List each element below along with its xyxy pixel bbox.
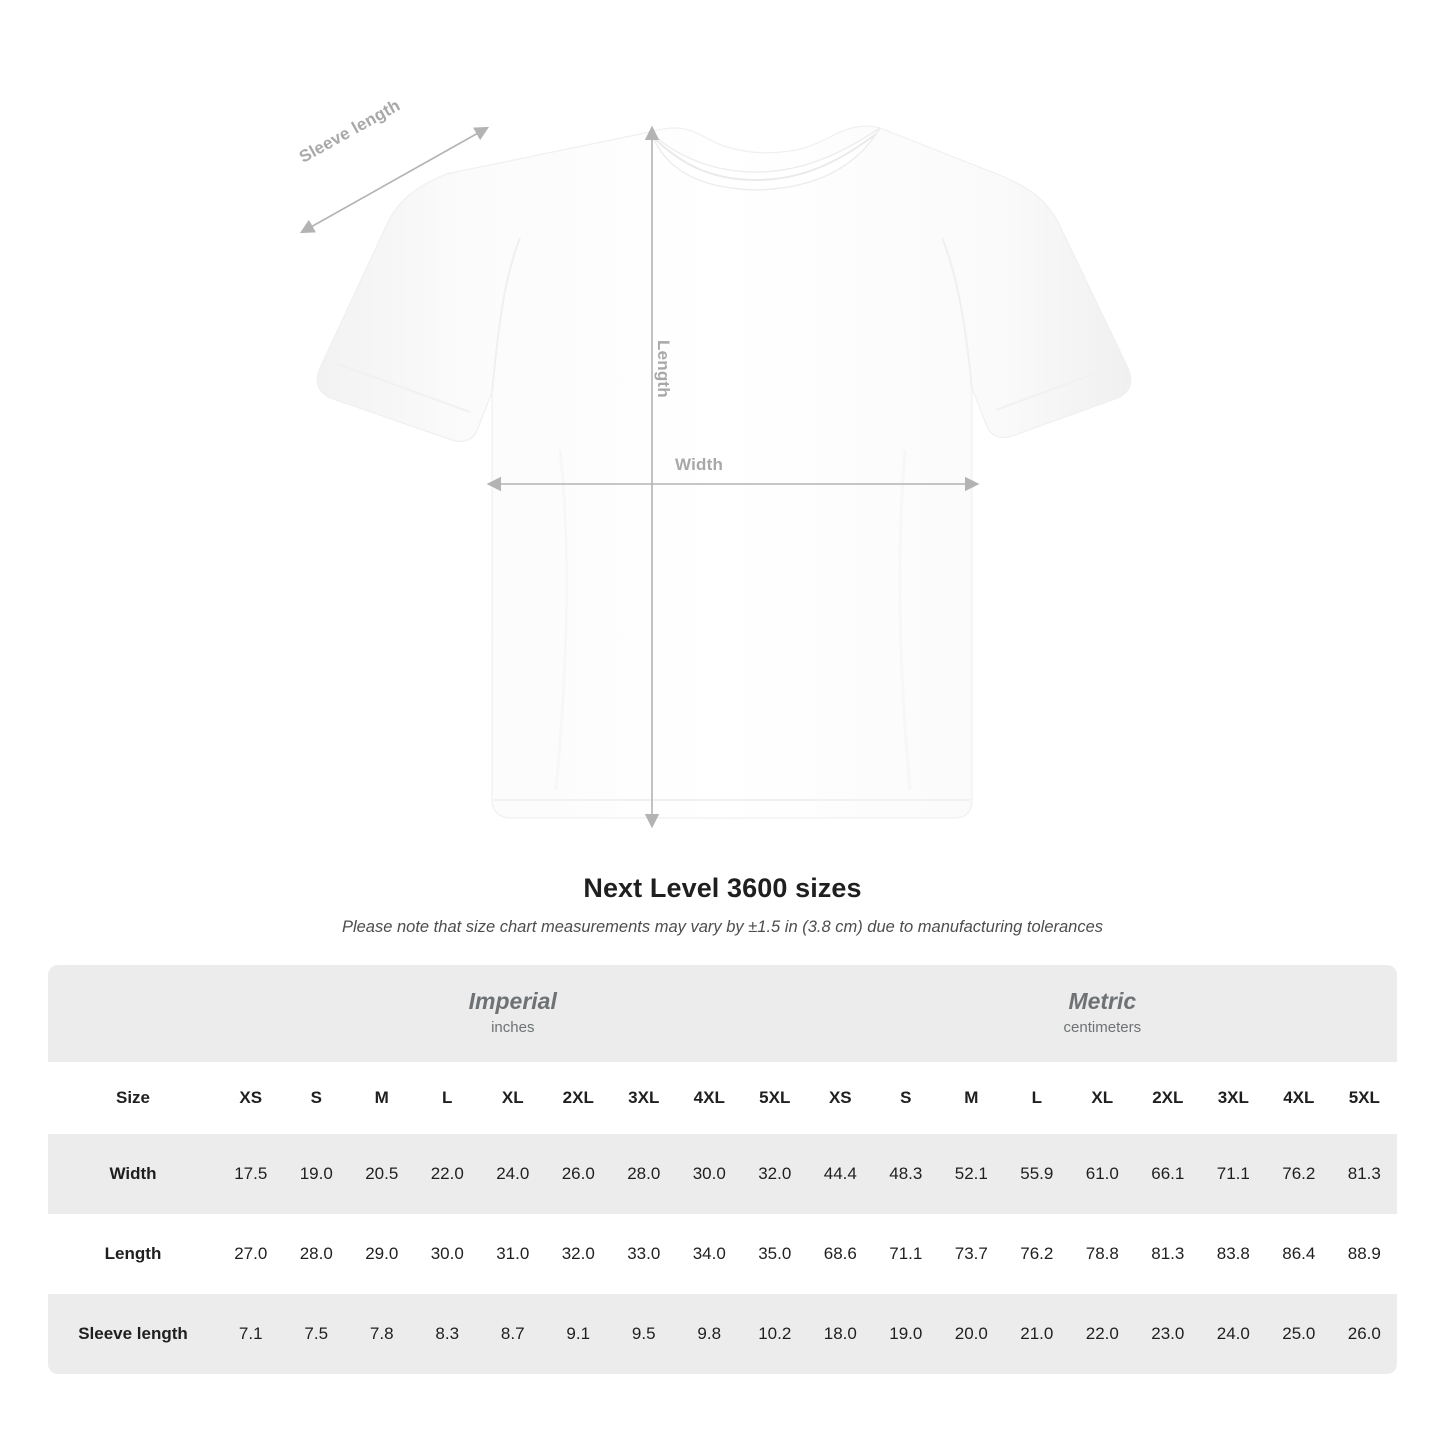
cell-length-imp-7: 34.0 (677, 1214, 743, 1294)
size-col-imp-5: 2XL (546, 1062, 612, 1134)
cell-sleeve-met-3: 21.0 (1004, 1294, 1070, 1374)
row-label-sleeve-length: Sleeve length (48, 1294, 218, 1374)
cell-sleeve-imp-1: 7.5 (284, 1294, 350, 1374)
table-row (48, 1134, 1397, 1214)
page-title: Next Level 3600 sizes (583, 873, 862, 903)
cell-width-imp-6: 28.0 (611, 1134, 677, 1214)
cell-length-imp-8: 35.0 (742, 1214, 808, 1294)
size-col-met-3: L (1004, 1062, 1070, 1134)
cell-width-imp-3: 22.0 (415, 1134, 481, 1214)
system-metric-unit: centimeters (1063, 1018, 1142, 1036)
system-imperial (218, 965, 808, 1062)
cell-width-imp-0: 17.5 (218, 1134, 284, 1214)
row-label-width: Width (48, 1134, 218, 1214)
cell-width-imp-7: 30.0 (677, 1134, 743, 1214)
table-row (48, 1294, 1397, 1374)
size-col-met-5: 2XL (1135, 1062, 1201, 1134)
size-col-met-8: 5XL (1332, 1062, 1398, 1134)
row-label-length: Length (48, 1214, 218, 1294)
cell-width-met-5: 66.1 (1135, 1134, 1201, 1214)
system-imperial-unit: inches (491, 1018, 535, 1036)
tolerance-note: Please note that size chart measurements may vary by ±1.5 in (3.8 cm) due to manufacturing tolerances (341, 918, 1104, 936)
size-col-imp-2: M (349, 1062, 415, 1134)
cell-width-imp-1: 19.0 (284, 1134, 350, 1214)
title-block (0, 873, 1445, 937)
size-header-row (48, 1062, 1397, 1134)
cell-length-met-1: 71.1 (873, 1214, 939, 1294)
cell-length-met-6: 83.8 (1201, 1214, 1267, 1294)
cell-sleeve-imp-4: 8.7 (480, 1294, 546, 1374)
cell-length-imp-2: 29.0 (349, 1214, 415, 1294)
size-table-wrap (48, 965, 1397, 1374)
size-header-label: Size (48, 1062, 218, 1134)
tshirt-shape (317, 126, 1131, 818)
cell-width-met-4: 61.0 (1070, 1134, 1136, 1214)
size-col-met-0: XS (808, 1062, 874, 1134)
cell-width-met-3: 55.9 (1004, 1134, 1070, 1214)
cell-sleeve-met-4: 22.0 (1070, 1294, 1136, 1374)
cell-width-met-0: 44.4 (808, 1134, 874, 1214)
cell-sleeve-imp-8: 10.2 (742, 1294, 808, 1374)
cell-width-met-1: 48.3 (873, 1134, 939, 1214)
size-col-imp-7: 4XL (677, 1062, 743, 1134)
cell-sleeve-imp-5: 9.1 (546, 1294, 612, 1374)
system-spacer (48, 965, 218, 1062)
cell-length-imp-0: 27.0 (218, 1214, 284, 1294)
cell-sleeve-imp-7: 9.8 (677, 1294, 743, 1374)
cell-sleeve-met-2: 20.0 (939, 1294, 1005, 1374)
cell-width-imp-8: 32.0 (742, 1134, 808, 1214)
cell-length-met-0: 68.6 (808, 1214, 874, 1294)
cell-sleeve-met-6: 24.0 (1201, 1294, 1267, 1374)
cell-length-imp-3: 30.0 (415, 1214, 481, 1294)
size-col-imp-4: XL (480, 1062, 546, 1134)
cell-sleeve-met-5: 23.0 (1135, 1294, 1201, 1374)
size-col-imp-1: S (284, 1062, 350, 1134)
cell-width-imp-5: 26.0 (546, 1134, 612, 1214)
size-col-imp-8: 5XL (742, 1062, 808, 1134)
cell-sleeve-imp-6: 9.5 (611, 1294, 677, 1374)
cell-sleeve-imp-0: 7.1 (218, 1294, 284, 1374)
system-imperial-name: Imperial (468, 988, 557, 1014)
cell-length-imp-6: 33.0 (611, 1214, 677, 1294)
cell-length-imp-1: 28.0 (284, 1214, 350, 1294)
cell-width-imp-4: 24.0 (480, 1134, 546, 1214)
cell-sleeve-met-8: 26.0 (1332, 1294, 1398, 1374)
cell-width-met-2: 52.1 (939, 1134, 1005, 1214)
cell-length-imp-4: 31.0 (480, 1214, 546, 1294)
cell-length-met-4: 78.8 (1070, 1214, 1136, 1294)
cell-length-met-8: 88.9 (1332, 1214, 1398, 1294)
cell-length-met-3: 76.2 (1004, 1214, 1070, 1294)
cell-length-met-2: 73.7 (939, 1214, 1005, 1294)
cell-length-met-5: 81.3 (1135, 1214, 1201, 1294)
system-metric-name: Metric (1068, 988, 1137, 1014)
system-metric (808, 965, 1398, 1062)
table-row (48, 1214, 1397, 1294)
size-col-met-7: 4XL (1266, 1062, 1332, 1134)
width-label: Width (675, 455, 724, 474)
cell-width-imp-2: 20.5 (349, 1134, 415, 1214)
cell-sleeve-met-0: 18.0 (808, 1294, 874, 1374)
cell-sleeve-imp-2: 7.8 (349, 1294, 415, 1374)
size-col-met-4: XL (1070, 1062, 1136, 1134)
cell-width-met-7: 76.2 (1266, 1134, 1332, 1214)
cell-sleeve-met-7: 25.0 (1266, 1294, 1332, 1374)
size-col-imp-3: L (415, 1062, 481, 1134)
cell-length-imp-5: 32.0 (546, 1214, 612, 1294)
cell-length-met-7: 86.4 (1266, 1214, 1332, 1294)
cell-width-met-6: 71.1 (1201, 1134, 1267, 1214)
cell-width-met-8: 81.3 (1332, 1134, 1398, 1214)
size-col-imp-6: 3XL (611, 1062, 677, 1134)
length-label: Length (654, 340, 673, 398)
size-col-met-2: M (939, 1062, 1005, 1134)
size-col-imp-0: XS (218, 1062, 284, 1134)
size-table (48, 965, 1397, 1374)
sleeve-length-label: Sleeve length (296, 95, 404, 167)
cell-sleeve-met-1: 19.0 (873, 1294, 939, 1374)
size-col-met-1: S (873, 1062, 939, 1134)
size-col-met-6: 3XL (1201, 1062, 1267, 1134)
system-header-row (48, 965, 1397, 1062)
cell-sleeve-imp-3: 8.3 (415, 1294, 481, 1374)
